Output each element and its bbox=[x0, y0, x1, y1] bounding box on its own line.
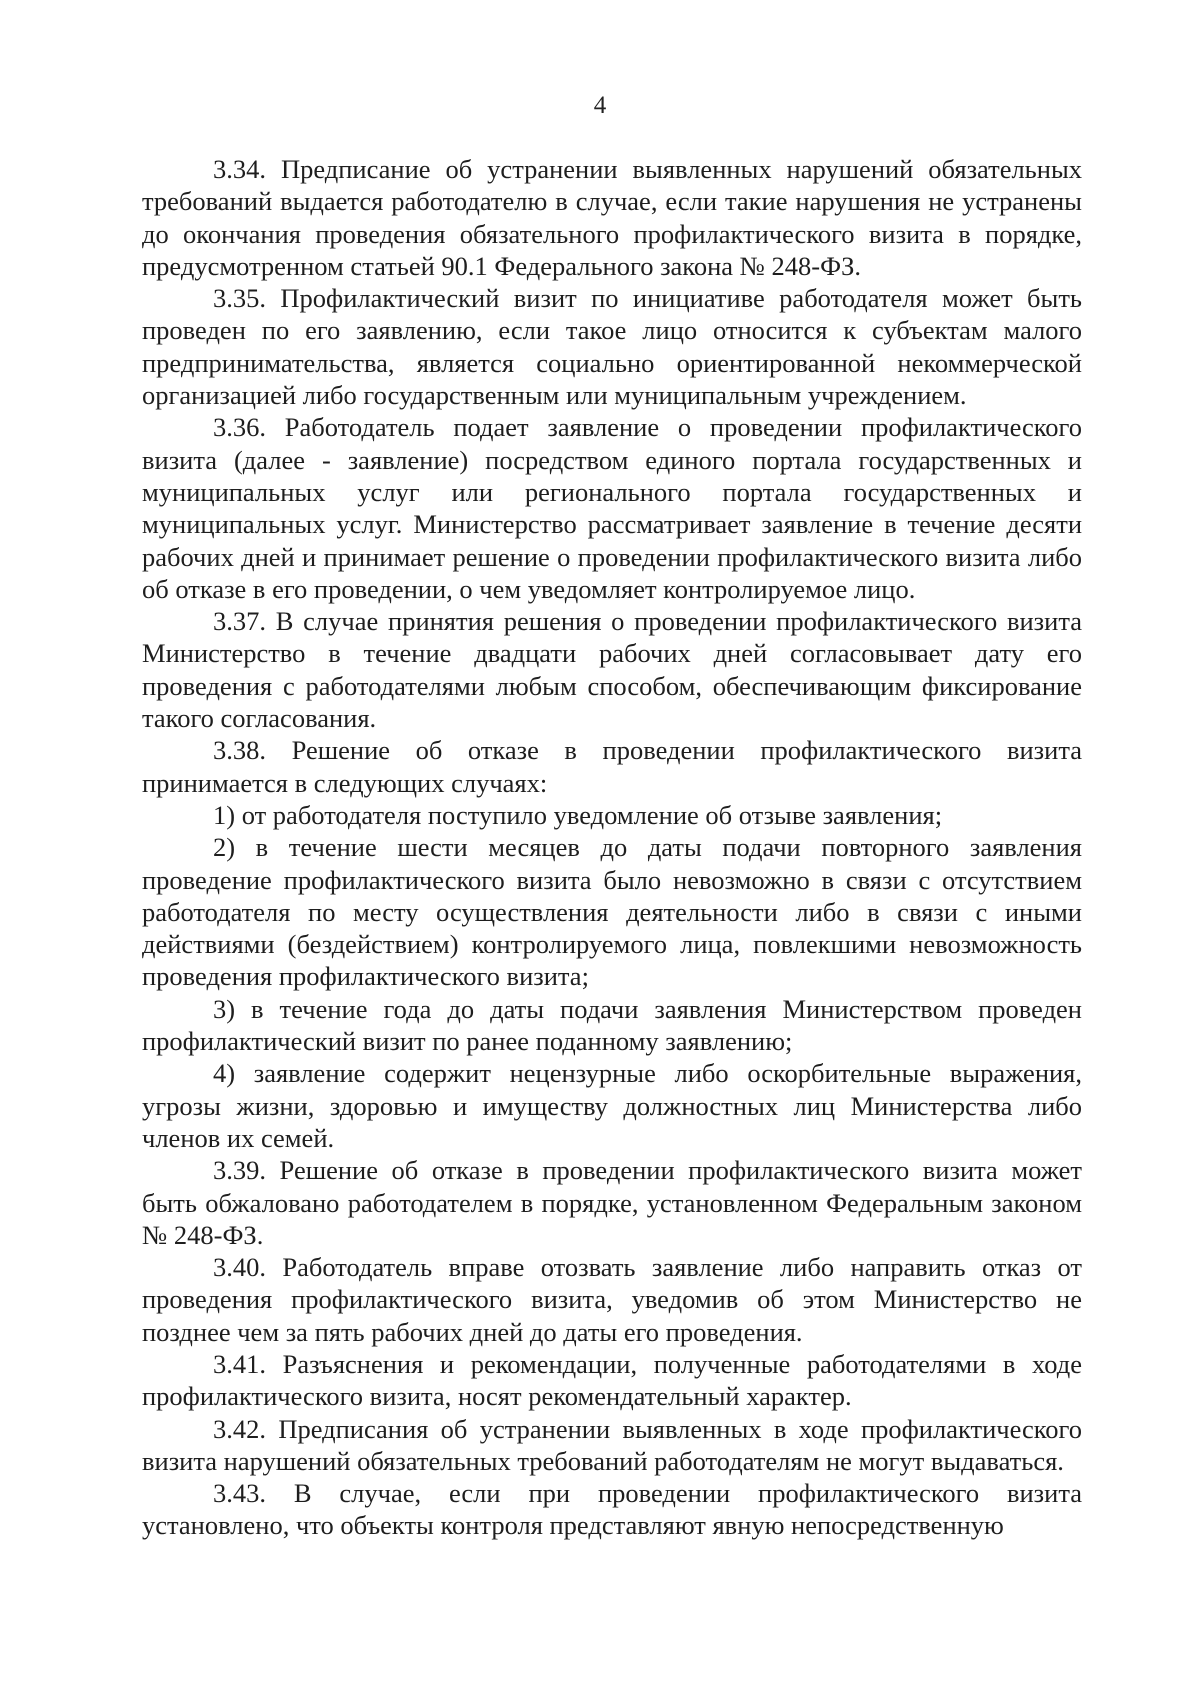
paragraph-3-43: 3.43. В случае, если при проведении профилактического визита установлено, что объекты контроля представляют явную непосредственную bbox=[142, 1478, 1082, 1541]
paragraph-3-35: 3.35. Профилактический визит по инициативе работодателя может быть проведен по его заявлению, если такое лицо относится к субъектам малого предпринимательства, является социально ориентированной некоммерческой организацией либо государственным или муниципальным учреждением. bbox=[142, 283, 1082, 411]
paragraph-3-38: 3.38. Решение об отказе в проведении профилактического визита принимается в следующих случаях: bbox=[142, 735, 1082, 798]
document-body bbox=[142, 153, 1082, 1542]
paragraph-3-40: 3.40. Работодатель вправе отозвать заявление либо направить отказ от проведения профилактического визита, уведомив об этом Министерство не позднее чем за пять рабочих дней до даты его проведения. bbox=[142, 1252, 1082, 1347]
paragraph-3-36: 3.36. Работодатель подает заявление о проведении профилактического визита (далее - заявление) посредством единого портала государственных и муниципальных услуг или регионального портала государственных и муниципальных услуг. Министерство рассматривает заявление в течение десяти рабочих дней и принимает решение о проведении профилактического визита либо об отказе в его проведении, о чем уведомляет контролируемое лицо. bbox=[142, 412, 1082, 604]
paragraph-3-42: 3.42. Предписания об устранении выявленных в ходе профилактического визита нарушений обязательных требований работодателям не могут выдаваться. bbox=[142, 1413, 1082, 1476]
list-item-1: 1) от работодателя поступило уведомление об отзыве заявления; bbox=[213, 799, 943, 830]
list-item-3: 3) в течение года до даты подачи заявления Министерством проведен профилактический визит по ранее поданному заявлению; bbox=[142, 993, 1082, 1057]
paragraph-3-37: 3.37. В случае принятия решения о проведении профилактического визита Министерство в течение двадцати рабочих дней согласовывает дату его проведения с работодателями любым способом, обеспечивающим фиксирование такого согласования. bbox=[142, 606, 1082, 734]
paragraph-3-39: 3.39. Решение об отказе в проведении профилактического визита может быть обжаловано работодателем в порядке, установленном Федеральным законом № 248-ФЗ. bbox=[142, 1155, 1082, 1250]
list-item-4: 4) заявление содержит нецензурные либо оскорбительные выражения, угрозы жизни, здоровью и имуществу должностных лиц Министерства либо членов их семей. bbox=[142, 1058, 1082, 1153]
paragraph-3-41: 3.41. Разъяснения и рекомендации, полученные работодателями в ходе профилактического визита, носят рекомендательный характер. bbox=[142, 1348, 1082, 1412]
paragraph-3-34: 3.34. Предписание об устранении выявленных нарушений обязательных требований выдается работодателю в случае, если такие нарушения не устранены до окончания проведения обязательного профилактического визита в порядке, предусмотренном статьей 90.1 Федерального закона № 248-ФЗ. bbox=[142, 154, 1082, 281]
page-number: 4 bbox=[593, 92, 607, 119]
list-item-2: 2) в течение шести месяцев до даты подачи повторного заявления проведение профилактического визита было невозможно в связи с отсутствием работодателя по месту осуществления деятельности либо в связи с иными действиями (бездействием) контролируемого лица, повлекшими невозможность проведения профилактического визита; bbox=[142, 832, 1082, 992]
